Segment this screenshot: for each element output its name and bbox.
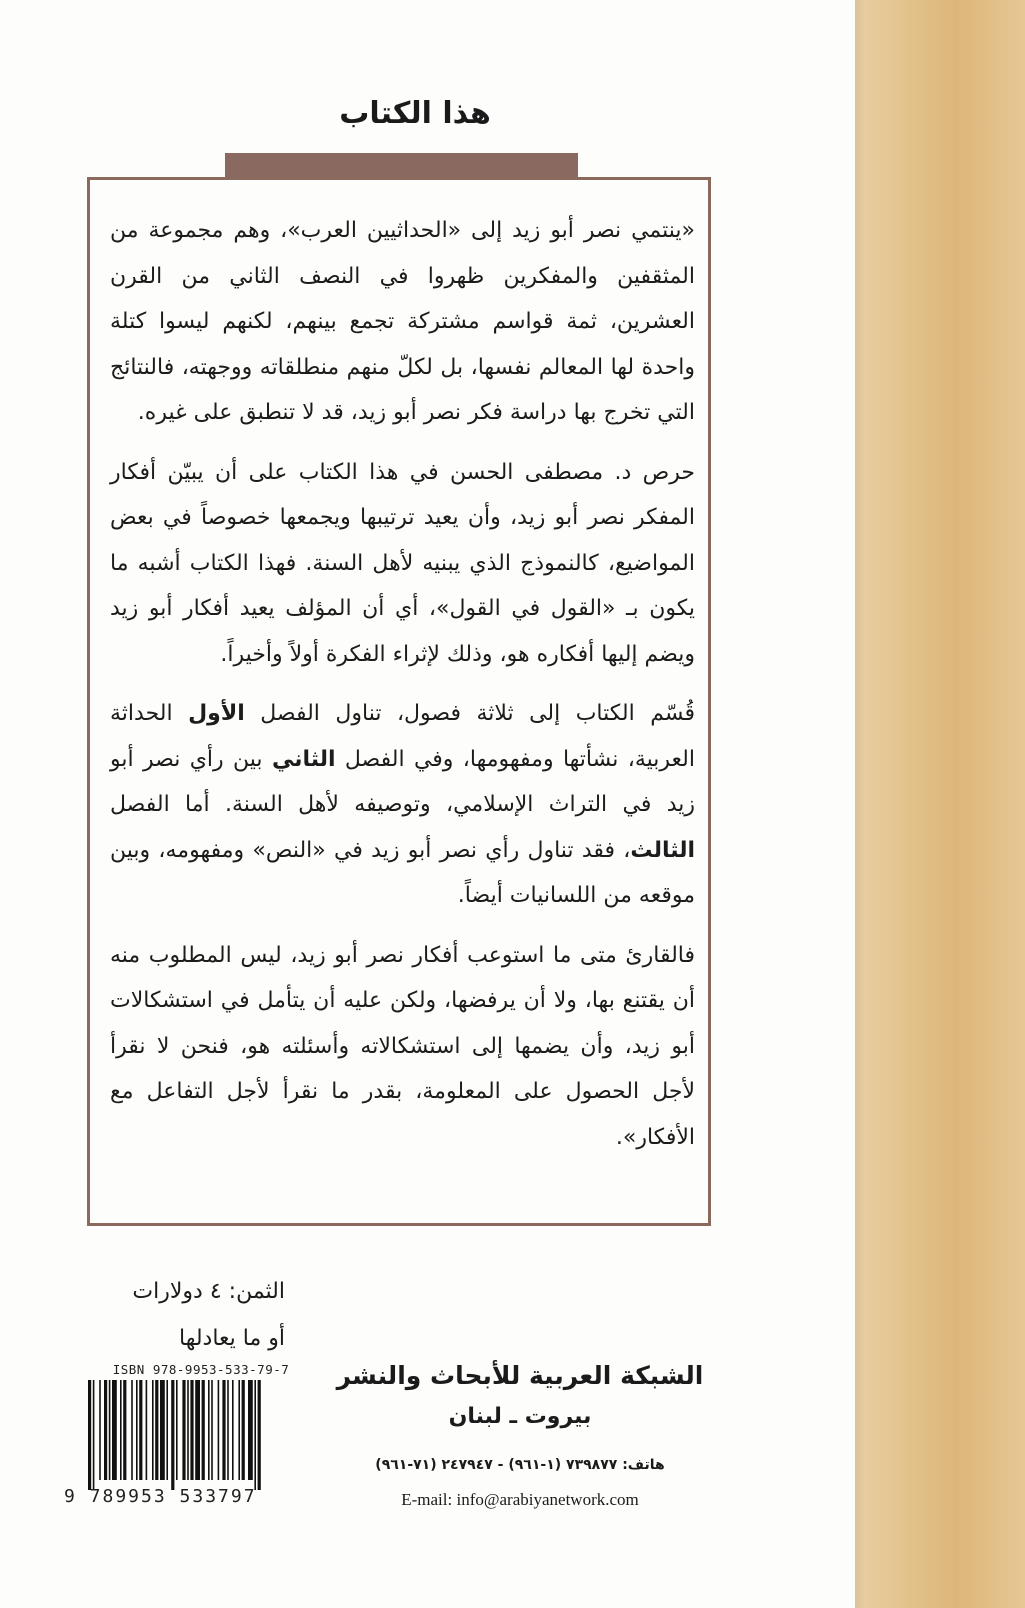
paragraph-4: فالقارئ متى ما استوعب أفكار نصر أبو زيد، ليس المطلوب منه أن يقتنع بها، ولا أن يرفضها، ولكن عليه أن يتأمل في استشكالات أبو زيد، وأن يضمها إلى استشكالاته وأسئلته هو، فنحن لا نقرأ لأجل الحصول على المعلومة، بقدر ما نقرأ لأجل التفاعل مع الأفكار». [110,942,695,1150]
book-spine-edge [855,0,1025,1608]
publisher-city: بيروت ـ لبنان [448,1404,592,1429]
barcode-bar [112,1380,117,1480]
p3-text-3: بين رأي نصر أبو زيد في التراث الإسلامي، وتوصيفه لأهل السنة. أما الفصل [110,746,695,817]
p3-text-4: ، فقد تناول رأي نصر أبو زيد في «النص» ومفهومه، وبين موقعه من اللسانيات أيضاً. [110,837,695,908]
isbn-label: ISBN 978-9953-533-79-7 [112,1362,290,1377]
paragraph-2: حرص د. مصطفى الحسن في هذا الكتاب على أن يبيّن أفكار المفكر نصر أبو زيد، وأن يعيد ترتيبها ويجمعها خصوصاً في بعض المواضيع، كالنموذج الذي يبنيه لأهل السنة. فهذا الكتاب أشبه ما يكون بـ «القول في القول»، أي أن المؤلف يعيد أفكار أبو زيد ويضم إليها أفكاره هو، وذلك لإثراء الفكرة أولاً وأخيراً. [110,459,695,667]
price-equivalent: أو ما يعادلها [179,1326,285,1351]
barcode-bar [88,1380,91,1490]
barcode-bar [238,1380,240,1480]
p3-text-1: قُسّم الكتاب إلى ثلاثة فصول، تناول الفصل [244,701,695,726]
barcode-bar [182,1380,185,1480]
paragraph-1: «ينتمي نصر أبو زيد إلى «الحداثيين العرب»، وهم مجموعة من المثقفين والمفكرين ظهروا في النصف الثاني من القرن العشرين، ثمة قواسم مشتركة تجمع بينهم، لكنهم ليسوا كتلة واحدة لها المعالم نفسها، بل لكلّ منهم منطلقاته ووجهته، فالنتائج التي تخرج بها دراسة فكر نصر أبو زيد، قد لا تنطبق على غيره. [110,218,695,425]
chapter-third: الثالث [630,837,695,863]
barcode-bar [146,1380,148,1480]
barcode-bar [248,1380,253,1480]
barcode-bar [139,1380,142,1480]
price-block [85,1268,285,1362]
barcode-bar [187,1380,189,1480]
barcode-bar [227,1380,229,1480]
barcode-bar [218,1380,220,1480]
publisher-block [330,1355,710,1517]
barcode-bar [195,1380,200,1480]
barcode-bar [166,1380,168,1480]
price-line: الثمن: ٤ دولارات [132,1279,285,1304]
barcode-bar [190,1380,193,1480]
barcode-bar [109,1380,111,1480]
chapter-second: الثاني [271,746,336,772]
barcode-bar [136,1380,138,1480]
barcode-bar [131,1380,133,1480]
barcode-bar [211,1380,213,1480]
barcode-bar [254,1380,256,1490]
barcode-bar [202,1380,205,1480]
barcode-bar [208,1380,210,1480]
barcode-bar [160,1380,165,1480]
barcode-bar [99,1380,101,1480]
barcode-bar [123,1380,126,1480]
barcode-digits: 9 789953 533797 [64,1486,257,1507]
barcode-bar [155,1380,158,1480]
barcode-bar [104,1380,107,1480]
publisher-phone: هاتف: ٧٣٩٨٧٧ (١-٩٦١) - ٢٤٧٩٤٧ (٧١-٩٦١) [375,1457,665,1473]
title-underline-bar [225,153,578,177]
paragraph-3 [110,691,695,919]
barcode-bar [222,1380,225,1480]
chapter-first: الأول [188,701,245,726]
barcode-bar [258,1380,261,1490]
p3-text-2: الحداثة العربية، نشأتها ومفهومها، وفي الفصل [110,701,695,772]
barcode-bar [242,1380,245,1480]
barcode-bar [232,1380,234,1480]
publisher-name: الشبكة العربية للأبحاث والنشر [336,1361,704,1390]
barcode-bar [93,1380,95,1490]
barcode-bar [176,1380,178,1480]
barcode-bar [152,1380,154,1480]
barcode-bar [171,1380,174,1490]
blurb-text [110,208,695,1174]
page-title: هذا الكتاب [339,96,491,131]
publisher-email: E-mail: info@arabiyanetwork.com [401,1490,639,1509]
barcode-bar [120,1380,122,1480]
barcode-image [88,1380,308,1490]
